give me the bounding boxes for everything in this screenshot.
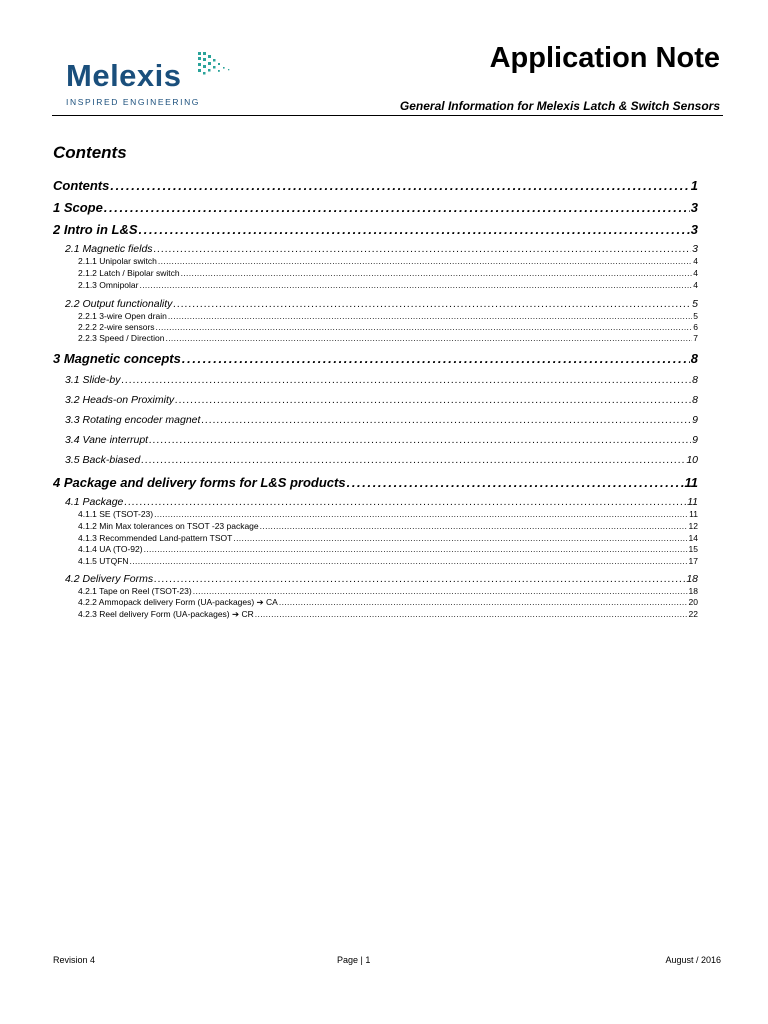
toc-entry-title: 2.2 Output functionality <box>65 298 173 310</box>
toc-leader-dots <box>139 222 690 237</box>
toc-entry[interactable] <box>78 533 698 543</box>
toc-leader-dots <box>141 454 685 466</box>
toc-entry-page: 20 <box>688 597 698 607</box>
header-divider <box>52 115 723 116</box>
toc-entry-title: 1 Scope <box>53 200 103 215</box>
toc-entry[interactable] <box>78 268 698 278</box>
toc-entry[interactable] <box>78 521 698 531</box>
toc-entry-page: 11 <box>689 509 698 519</box>
toc-entry-page: 11 <box>684 475 698 490</box>
toc-entry[interactable] <box>65 454 698 466</box>
toc-entry-page: 14 <box>688 533 698 543</box>
toc-entry[interactable] <box>53 178 698 193</box>
toc-entry[interactable] <box>78 256 698 266</box>
toc-entry[interactable] <box>65 298 698 310</box>
toc-entry-title: 4.1.5 UTQFN <box>78 556 129 566</box>
toc-entry-title: 4.1.2 Min Max tolerances on TSOT -23 package <box>78 521 259 531</box>
toc-entry[interactable] <box>78 280 698 290</box>
toc-leader-dots <box>193 586 688 596</box>
toc-leader-dots <box>156 322 693 332</box>
toc-entry-title: 4.1.3 Recommended Land-pattern TSOT <box>78 533 233 543</box>
toc-entry-page: 9 <box>692 434 698 446</box>
toc-entry-title: 3.2 Heads-on Proximity <box>65 394 175 406</box>
toc-entry[interactable] <box>78 509 698 519</box>
logo-tagline: INSPIRED ENGINEERING <box>66 97 201 107</box>
toc-entry-title: 3.1 Slide-by <box>65 374 121 386</box>
toc-entry-title: 2.2.1 3-wire Open drain <box>78 311 167 321</box>
toc-entry-page: 4 <box>693 280 698 290</box>
toc-entry[interactable] <box>65 243 698 255</box>
toc-leader-dots <box>110 178 689 193</box>
toc-leader-dots <box>233 533 687 543</box>
toc-entry-title: 4.1.4 UA (TO-92) <box>78 544 143 554</box>
toc-entry-title: Contents <box>53 178 110 193</box>
toc-entry-title: 2.1.2 Latch / Bipolar switch <box>78 268 180 278</box>
toc-leader-dots <box>173 298 691 310</box>
toc-leader-dots <box>168 311 692 321</box>
toc-entry-title: 3.5 Back-biased <box>65 454 141 466</box>
toc-entry-page: 11 <box>687 496 698 508</box>
toc-entry[interactable] <box>78 597 698 608</box>
document-subtitle: General Information for Melexis Latch & Switch Sensors <box>399 99 720 113</box>
toc-entry[interactable] <box>78 586 698 596</box>
toc-entry-page: 6 <box>693 322 698 332</box>
contents-heading: Contents <box>53 143 127 162</box>
toc-entry[interactable] <box>78 556 698 566</box>
toc-leader-dots <box>154 509 688 519</box>
toc-entry-title: 4.2.3 Reel delivery Form (UA-packages) ➔ CR <box>78 609 254 619</box>
toc-entry-page: 15 <box>688 544 698 554</box>
toc-entry[interactable] <box>65 374 698 386</box>
toc-entry-title: 4.2.2 Ammopack delivery Form (UA-packages) ➔ CA <box>78 597 278 607</box>
toc-leader-dots <box>121 374 691 386</box>
toc-entry-page: 8 <box>690 351 698 366</box>
logo-dots-icon <box>194 50 238 80</box>
toc-entry-title: 3.4 Vane interrupt <box>65 434 149 446</box>
toc-entry-page: 18 <box>688 586 698 596</box>
toc-leader-dots <box>139 280 692 290</box>
toc-entry-title: 2.2.2 2-wire sensors <box>78 322 155 332</box>
toc-entry[interactable] <box>53 475 698 490</box>
toc-entry-title: 4.2.1 Tape on Reel (TSOT-23) <box>78 586 192 596</box>
toc-leader-dots <box>175 394 691 406</box>
toc-entry[interactable] <box>78 322 698 332</box>
toc-entry[interactable] <box>78 311 698 321</box>
toc-entry[interactable] <box>65 434 698 446</box>
toc-entry-page: 7 <box>693 333 698 343</box>
toc-entry-page: 3 <box>690 200 698 215</box>
toc-leader-dots <box>124 496 686 508</box>
toc-entry[interactable] <box>65 496 698 508</box>
toc-entry-title: 2.1.1 Unipolar switch <box>78 256 157 266</box>
toc-entry-title: 2.1.3 Omnipolar <box>78 280 139 290</box>
toc-entry-page: 22 <box>688 609 698 619</box>
toc-entry[interactable] <box>78 609 698 620</box>
toc-leader-dots <box>260 521 688 531</box>
toc-entry-page: 3 <box>690 222 698 237</box>
footer-revision: Revision 4 <box>53 955 96 965</box>
toc-entry-page: 12 <box>688 521 698 531</box>
toc-entry[interactable] <box>53 351 698 366</box>
toc-entry[interactable] <box>65 394 698 406</box>
toc-leader-dots <box>255 609 688 619</box>
toc-entry-title: 4.1 Package <box>65 496 124 508</box>
toc-entry[interactable] <box>78 333 698 343</box>
toc-leader-dots <box>130 556 688 566</box>
toc-entry-title: 3.3 Rotating encoder magnet <box>65 414 201 426</box>
footer-date: August / 2016 <box>665 955 721 965</box>
toc-entry-title: 2.2.3 Speed / Direction <box>78 333 165 343</box>
page-header <box>0 0 768 120</box>
toc-entry-page: 1 <box>690 178 698 193</box>
toc-entry-page: 9 <box>692 414 698 426</box>
toc-entry[interactable] <box>65 573 698 585</box>
footer-page-number: Page | 1 <box>337 955 371 965</box>
toc-entry-page: 8 <box>692 374 698 386</box>
toc-leader-dots <box>158 256 692 266</box>
toc-entry-page: 3 <box>692 243 698 255</box>
toc-leader-dots <box>104 200 690 215</box>
toc-entry-page: 8 <box>692 394 698 406</box>
document-title: Application Note <box>489 42 720 74</box>
toc-entry-title: 4.2 Delivery Forms <box>65 573 154 585</box>
toc-entry[interactable] <box>53 222 698 237</box>
toc-leader-dots <box>144 544 688 554</box>
toc-leader-dots <box>154 573 685 585</box>
logo-wordmark: Melexis <box>66 58 182 93</box>
toc-entry-page: 4 <box>693 268 698 278</box>
toc-leader-dots <box>181 268 693 278</box>
toc-entry-page: 17 <box>688 556 698 566</box>
toc-entry-title: 4.1.1 SE (TSOT-23) <box>78 509 154 519</box>
toc-leader-dots <box>279 597 688 607</box>
toc-entry-title: 3 Magnetic concepts <box>53 351 181 366</box>
toc-entry-page: 10 <box>686 454 698 466</box>
toc-entry-title: 4 Package and delivery forms for L&S products <box>53 475 346 490</box>
toc-entry-title: 2 Intro in L&S <box>53 222 138 237</box>
toc-leader-dots <box>182 351 690 366</box>
toc-entry-page: 5 <box>692 298 698 310</box>
toc-leader-dots <box>347 475 684 490</box>
toc-entry[interactable] <box>53 200 698 215</box>
toc-entry-page: 18 <box>686 573 698 585</box>
toc-leader-dots <box>201 414 691 426</box>
toc-leader-dots <box>149 434 691 446</box>
toc-leader-dots <box>154 243 692 255</box>
toc-entry-page: 5 <box>693 311 698 321</box>
toc-entry-page: 4 <box>693 256 698 266</box>
toc-entry[interactable] <box>65 414 698 426</box>
toc-entry-title: 2.1 Magnetic fields <box>65 243 153 255</box>
toc-entry[interactable] <box>78 544 698 554</box>
toc-leader-dots <box>165 333 692 343</box>
melexis-logo <box>66 50 236 114</box>
